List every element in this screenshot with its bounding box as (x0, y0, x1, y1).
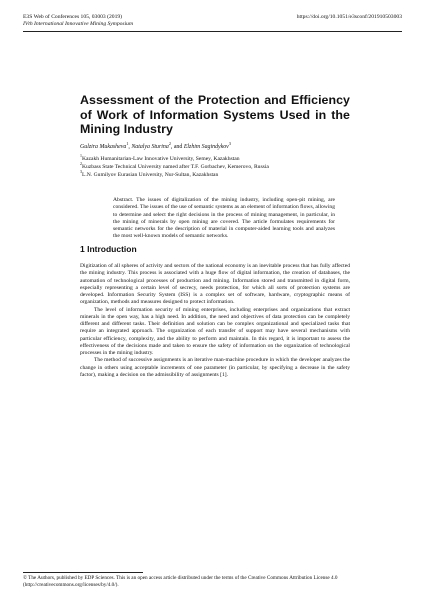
section-heading-introduction: 1 Introduction (80, 244, 137, 254)
author-list (80, 141, 380, 152)
journal-citation: E3S Web of Conferences 105, 03003 (2019) (23, 14, 123, 20)
author-name-1: Gulzira Mukasheva (80, 144, 127, 150)
affiliation-sup-3: 3 (80, 169, 82, 174)
footer-divider (23, 572, 143, 573)
body-text (80, 263, 350, 379)
running-header-right (297, 14, 402, 21)
paragraph-3: The method of successive assignments is an iterative man-machine procedure in which the developer analyzes the change in others using acceptable increments of one parameter (in particular, by specifying a decrease in the safety factor), making a decision on the admissibility of assignments [1]. (80, 357, 350, 378)
affiliation-text-2: Kuzbass State Technical University named after T.F. Gorbachev, Kemerovo, Russia (81, 163, 269, 170)
paragraph-1: Digitization of all spheres of activity and sectors of the national economy is an inevitable process that has fully affected the mining industry. This process is associated with a huge flow of digital information, the creation of databases, the automation of technological processes of production and mining. Information stored and transmitted in digital form, especially representing a certain level of secrecy, needs protection, for which all sorts of protection systems are developed. Information Security System (ISS) is a complex set of software, hardware, cryptographic means of organization, methods and measures designed to protect information. (80, 263, 350, 306)
affiliation-2 (80, 164, 380, 172)
header-divider (23, 31, 402, 32)
author-sup-2: 2 (168, 141, 171, 147)
author-separator-2: , and (170, 144, 184, 150)
author-separator-1: , (128, 144, 132, 150)
affiliation-3 (80, 169, 380, 180)
author-name-2: Natalya Sturina (131, 144, 169, 150)
running-header-left (23, 14, 133, 29)
author-name-3: Elzhim Sagindykov (183, 144, 229, 150)
paper-title: Assessment of the Protection and Efficiency of Work of Information Systems Used in the Mining Industry (80, 93, 350, 137)
doi-link[interactable]: https://doi.org/10.1051/e3sconf/201910503003 (296, 14, 402, 20)
author-sup-1: 1 (126, 141, 129, 147)
affiliation-sup-1: 1 (80, 154, 82, 159)
conference-name: IVth International Innovative Mining Symposium (23, 21, 133, 28)
author-sup-3: 3 (228, 141, 231, 147)
affiliation-sup-2: 2 (80, 162, 82, 167)
copyright-footer: © The Authors, published by EDP Sciences. This is an open access article distributed under the terms of the Creative Commons Attribution License 4.0 (http://creativecommons.org/licenses/by/4.0/). (23, 575, 338, 588)
abstract: Abstract. The issues of digitalization of the mining industry, including open-pit mining, are considered. The issues of the use of semantic systems as an element of information flows, allowing to determine and select the right decisions in the process of mining management, in particular, in the mining of minerals by open mining are covered. The article formulates requirements for semantic networks for the description of material in computer-aided learning tools and analyzes the most well-known models of semantic networks. (113, 197, 335, 240)
affiliation-text-1: Kazakh Humanitarian-Law Innovative University, Semey, Kazakhstan (81, 156, 240, 162)
affiliation-list (80, 156, 380, 180)
affiliation-text-3: L.N. Gumilyov Eurasian University, Nur-Sultan, Kazakhstan (81, 171, 219, 178)
paragraph-2: The level of information security of mining enterprises, including enterprises and organizations that extract minerals in the open way, has a high need. In addition, the need and objectives of data protection can be completely different and different tasks. Their definition and solution can be complex organizational and specialized tasks that require an integrated approach. The organization of each transfer of support may have several mechanisms with particular efficiency, complexity, and the ability to perform and maintain. In this regard, it is important to assess the effectiveness of the decisions made and taken to ensure the safety of information on the organization of technological processes in the mining industry. (80, 306, 350, 356)
